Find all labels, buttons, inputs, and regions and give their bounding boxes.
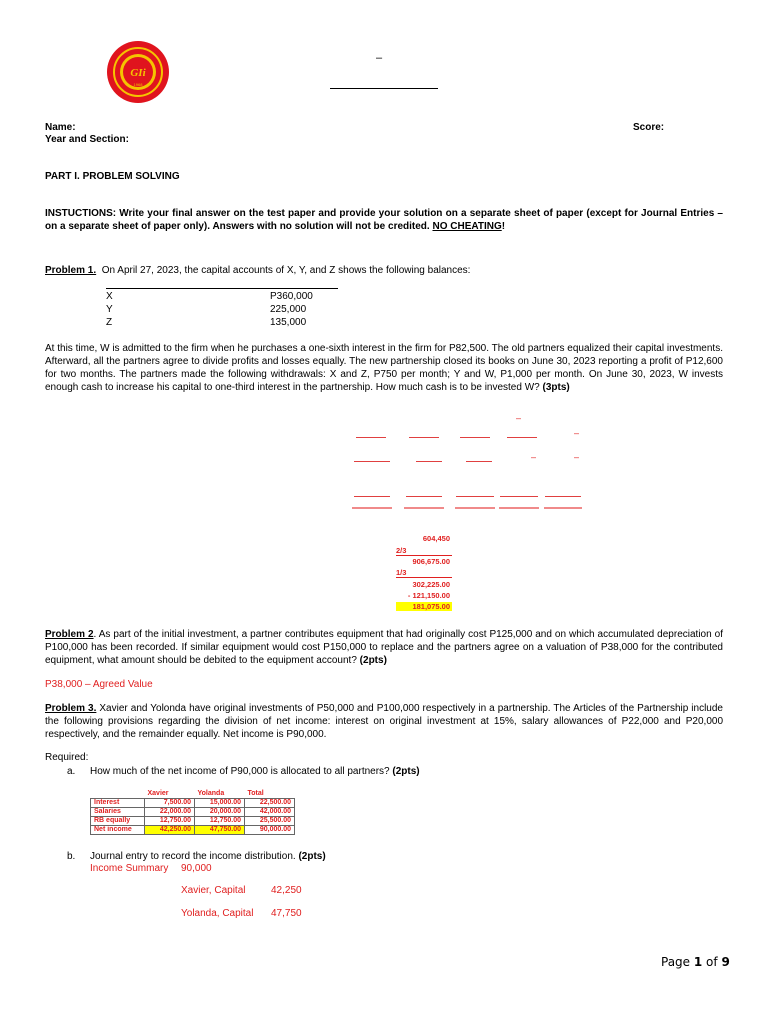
answer-blank xyxy=(409,437,439,438)
item-b-points: (2pts) xyxy=(298,851,326,862)
page-of: of xyxy=(702,955,722,969)
cell-total: 22,500.00 xyxy=(245,799,295,808)
problem2-body-text: . As part of the initial investment, a partner contributes equipment that had originally cost P125,000 and on which accumulated depreciation of P100,000 has been recorded. If similar equipment would cost P150,000 to replace and the partners agree on a valuation of P38,000 for the contributed equipment, what amount should be debited to the equipment account? xyxy=(45,629,723,666)
no-cheating: NO CHEATING xyxy=(432,221,502,232)
journal-credit-account: Xavier, Capital xyxy=(181,885,246,896)
balance-amount: P360,000 xyxy=(270,291,313,302)
row-label: Net income xyxy=(91,826,145,835)
balances-table xyxy=(106,290,338,329)
item-a-question xyxy=(90,766,420,777)
instructions-text: Write your final answer on the test paper and provide your solution on a separate sheet of paper (except for Journal Entries – on a separate sheet of paper only). Answers with no solution will not be credited. xyxy=(45,208,723,232)
answer-double-blank xyxy=(499,507,539,509)
problem1-points: (3pts) xyxy=(542,382,570,393)
balance-row xyxy=(106,290,338,303)
school-seal-icon xyxy=(106,40,170,104)
required-label: Required: xyxy=(45,752,89,763)
answer-blank xyxy=(545,496,581,497)
col-header: Yolanda xyxy=(197,790,225,797)
balance-partner: X xyxy=(106,291,113,302)
answer-blank xyxy=(507,437,537,438)
calc-line: 906,675.00 xyxy=(412,557,450,566)
cell-yolanda: 15,000.00 xyxy=(195,799,245,808)
page-current: 1 xyxy=(693,955,703,969)
cell-yolanda: 12,750.00 xyxy=(195,817,245,826)
calc-line: 2/3 xyxy=(396,546,407,555)
answer-blank xyxy=(500,496,538,497)
balance-row xyxy=(106,303,338,316)
answer-blank xyxy=(456,496,494,497)
journal-debit-amount: 90,000 xyxy=(181,863,212,874)
cell-total: 42,000.00 xyxy=(245,808,295,817)
income-distribution-table xyxy=(90,790,295,835)
answer-double-blank xyxy=(352,507,392,509)
part-title: PART I. PROBLEM SOLVING xyxy=(45,171,180,182)
answer-dash: – xyxy=(531,452,537,462)
row-label: Salaries xyxy=(91,808,145,817)
problem3-label: Problem 3. xyxy=(45,703,97,714)
problem2-label: Problem 2 xyxy=(45,629,94,640)
cell-total: 90,000.00 xyxy=(245,826,295,835)
calc-answer: 181,075.00 xyxy=(396,602,452,611)
answer-dash: – xyxy=(574,452,580,462)
balance-row xyxy=(106,316,338,329)
calc-line: - 121,150.00 xyxy=(407,591,450,600)
problem1-body-text: At this time, W is admitted to the firm when he purchases a one-sixth interest in the firm for P82,500. The old partners equalized their capital investments. Afterward, all the partners agree to divide profits and losses equally. The new partnership closed its books on June 30, 2023 reporting a profit of P12,600 for two months. The partners made the following withdrawals: X and Z, P750 per month; Y and W, P1,000 per month. On June 30, 2023, W invests enough cash to increase his capital to one-third interest in the partnership. How much cash is to be invested W? xyxy=(45,343,723,393)
cell-xavier: 12,750.00 xyxy=(145,817,195,826)
cell-xavier: 42,250.00 xyxy=(145,826,195,835)
cell-total: 25,500.00 xyxy=(245,817,295,826)
page-total: 9 xyxy=(721,955,730,969)
answer-blank xyxy=(354,461,390,462)
problem3-body xyxy=(45,702,723,741)
svg-text:1968: 1968 xyxy=(133,82,143,87)
answer-blank xyxy=(416,461,442,462)
answer-dash: – xyxy=(516,413,522,423)
item-b-text: Journal entry to record the income distribution. xyxy=(90,851,299,862)
problem2-answer: P38,000 – Agreed Value xyxy=(45,679,153,690)
cell-yolanda: 20,000.00 xyxy=(195,808,245,817)
answer-double-blank xyxy=(455,507,495,509)
title-underline xyxy=(330,88,438,89)
page-word: Page xyxy=(661,955,694,969)
answer-double-blank xyxy=(544,507,582,509)
balance-top-rule xyxy=(106,288,338,289)
journal-debit-account: Income Summary xyxy=(90,863,169,874)
answer-dash: – xyxy=(574,428,580,438)
table-row xyxy=(91,826,295,835)
name-label: Name: xyxy=(45,122,76,133)
year-section-label: Year and Section: xyxy=(45,134,129,145)
item-a-points: (2pts) xyxy=(392,766,420,777)
problem1-intro xyxy=(45,265,470,276)
balance-amount: 225,000 xyxy=(270,304,307,315)
answer-blank xyxy=(406,496,442,497)
row-label: RB equally xyxy=(91,817,145,826)
balance-partner: Y xyxy=(106,304,113,315)
answer-blank xyxy=(354,496,390,497)
answer-double-blank xyxy=(404,507,444,509)
title-dash: – xyxy=(376,52,383,64)
problem3-body-text: Xavier and Yolonda have original investments of P50,000 and P100,000 respectively in a partnership. The Articles of the Partnership include the following provisions regarding the division of net income: interest on original investment at 15%, salary allowances of P22,000 and P20,000 respectively, and the remainder equally. Net income is P90,000. xyxy=(45,703,723,740)
item-a-text: How much of the net income of P90,000 is allocated to all partners? xyxy=(90,766,393,777)
problem1-label: Problem 1. xyxy=(45,265,97,276)
journal-credit-account: Yolanda, Capital xyxy=(181,908,254,919)
table-row xyxy=(91,808,295,817)
page-number xyxy=(661,955,730,969)
calc-rule xyxy=(396,577,452,578)
calc-line: 1/3 xyxy=(396,568,407,577)
problem1-body xyxy=(45,342,723,394)
item-b-question xyxy=(90,851,326,862)
balance-partner: Z xyxy=(106,317,113,328)
score-label: Score: xyxy=(633,122,665,133)
answer-blank xyxy=(460,437,490,438)
cell-xavier: 7,500.00 xyxy=(145,799,195,808)
item-b-marker: b. xyxy=(67,851,76,862)
cell-yolanda: 47,750.00 xyxy=(195,826,245,835)
instructions-excl: ! xyxy=(501,221,506,232)
col-header: Total xyxy=(247,790,264,797)
row-label: Interest xyxy=(91,799,145,808)
col-header: Xavier xyxy=(147,790,169,797)
cell-xavier: 22,000.00 xyxy=(145,808,195,817)
instructions-label: INSTUCTIONS: xyxy=(45,208,117,219)
journal-credit-amount: 47,750 xyxy=(271,908,302,919)
table-row xyxy=(91,799,295,808)
problem1-intro-text: On April 27, 2023, the capital accounts of X, Y, and Z shows the following balances: xyxy=(101,265,471,276)
table-row xyxy=(91,817,295,826)
item-a-marker: a. xyxy=(67,766,76,777)
svg-text:GIi: GIi xyxy=(130,67,146,79)
calc-line: 604,450 xyxy=(422,534,450,543)
balance-amount: 135,000 xyxy=(270,317,307,328)
problem2-body xyxy=(45,628,723,667)
answer-blank xyxy=(466,461,492,462)
problem2-points: (2pts) xyxy=(359,655,387,666)
instructions xyxy=(45,207,723,233)
calc-rule xyxy=(396,555,452,556)
calc-line: 302,225.00 xyxy=(412,580,450,589)
journal-credit-amount: 42,250 xyxy=(271,885,302,896)
answer-blank xyxy=(356,437,386,438)
